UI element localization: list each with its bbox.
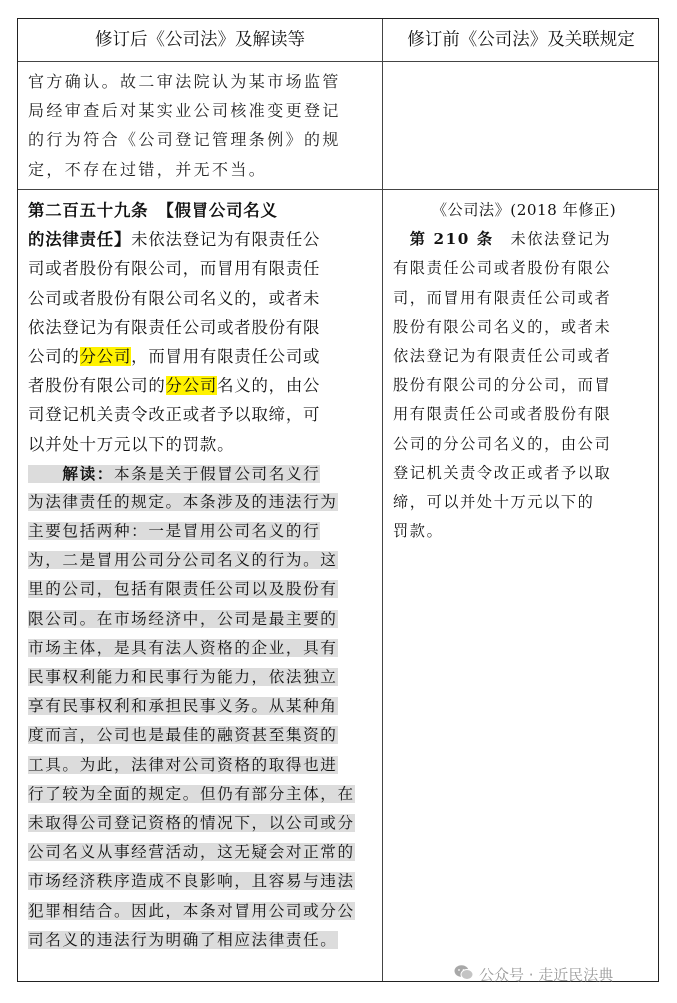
line-content xyxy=(28,756,338,774)
text-line xyxy=(393,371,655,400)
text-line xyxy=(28,575,374,604)
text-segment: ，而冒用有限责任公司或 xyxy=(131,346,321,366)
line-content xyxy=(28,551,338,569)
header-divider xyxy=(18,61,658,62)
text-segment: 依法登记为有限责任公司或者 xyxy=(393,346,612,365)
line-content xyxy=(393,435,611,453)
text-segment: 公司的分公司名义的，由公司 xyxy=(393,434,612,453)
line-content xyxy=(28,435,234,454)
line-content xyxy=(28,843,355,861)
line-content xyxy=(393,522,443,540)
line-content xyxy=(28,405,320,424)
header-revised-law: 修订后《公司法》及解读等 xyxy=(95,30,305,50)
text-line xyxy=(28,692,374,721)
text-line xyxy=(28,780,374,809)
text-line xyxy=(393,400,655,429)
interpretation-paragraph xyxy=(28,459,374,955)
text-segment: 缔，可以并处十万元以下的 xyxy=(393,492,595,511)
text-segment: 度而言，公司也是最佳的融资甚至集资的 xyxy=(28,726,338,745)
line-content xyxy=(28,201,278,220)
text-segment: 未依法登记为有限责任公 xyxy=(131,230,321,250)
text-segment: 股份有限公司的分公司，而冒 xyxy=(393,376,612,395)
text-line xyxy=(28,663,374,692)
text-segment: 工具。为此，法律对公司资格的取得也进 xyxy=(28,755,338,774)
text-segment: 股份有限公司名义的，或者未 xyxy=(393,317,612,336)
text-segment: 享有民事权利和承担民事义务。从某种角 xyxy=(28,697,338,716)
revised-article-cell xyxy=(28,196,374,955)
bold-text: 第 210 条 xyxy=(409,230,494,249)
text-line xyxy=(28,371,374,400)
text-line xyxy=(28,459,374,488)
bold-text: 第二百五十九条 【假冒公司名义 xyxy=(28,201,278,220)
text-segment: 行了较为全面的规定。但仍有部分主体，在 xyxy=(28,784,355,803)
line-content xyxy=(393,347,611,365)
continuation-line: 定，不存在过错，并无不当。 xyxy=(28,159,268,179)
text-line xyxy=(393,342,655,371)
text-segment: 为，二是冒用公司分公司名义的行为。这 xyxy=(28,551,338,570)
text-segment: 名义的，由公 xyxy=(217,376,321,396)
text-segment: 者股份有限公司的 xyxy=(28,376,166,396)
bold-text: 解读： xyxy=(28,463,114,483)
line-content xyxy=(28,726,338,744)
text-line xyxy=(28,809,374,838)
text-line xyxy=(393,254,655,283)
text-line xyxy=(28,313,374,342)
text-line xyxy=(393,459,655,488)
text-segment: 未依法登记为 xyxy=(493,230,612,249)
text-line xyxy=(28,751,374,780)
continuation-line: 局经审查后对某实业公司核准变更登记 xyxy=(28,101,341,121)
text-segment: 主要包括两种：一是冒用公司名义的行 xyxy=(28,522,321,541)
line-content xyxy=(28,522,320,540)
text-segment xyxy=(393,230,410,248)
text-segment: 限公司。在市场经济中，公司是最主要的 xyxy=(28,609,338,628)
text-line xyxy=(393,313,655,342)
previous-law-cell xyxy=(393,196,655,546)
line-content xyxy=(28,493,338,511)
text-segment: 公司名义从事经营活动，这无疑会对正常的 xyxy=(28,843,355,862)
text-segment: 市场经济秩序造成不良影响，且容易与违法 xyxy=(28,872,355,891)
line-content xyxy=(393,376,611,394)
continuation-line: 官方确认。故二审法院认为某市场监管 xyxy=(28,72,341,91)
line-content xyxy=(28,639,338,657)
text-segment: 司或者股份有限公司，而冒用有限责任 xyxy=(28,259,321,279)
related-law-title: 《公司法》(2018 年修正) xyxy=(431,201,617,219)
line-content xyxy=(393,259,611,277)
text-segment: 市场主体，是具有法人资格的企业，具有 xyxy=(28,638,338,657)
continuation-paragraph xyxy=(28,67,374,184)
text-line xyxy=(28,342,374,371)
line-content xyxy=(393,493,594,511)
line-content xyxy=(28,230,320,249)
text-line xyxy=(393,517,655,546)
text-line xyxy=(28,225,374,254)
article-210-text xyxy=(393,225,655,546)
watermark-text: 公众号 · 走近民法典 xyxy=(479,966,614,984)
text-line xyxy=(28,546,374,575)
line-content xyxy=(393,318,611,336)
text-line xyxy=(28,926,374,955)
text-segment: 司名义的违法行为明确了相应法律责任。 xyxy=(28,930,338,949)
text-line xyxy=(393,488,655,517)
line-content xyxy=(28,580,338,598)
article-259-text xyxy=(28,196,374,459)
text-segment: 以并处十万元以下的罚款。 xyxy=(28,434,235,454)
text-line xyxy=(28,517,374,546)
text-segment: 里的公司，包括有限责任公司以及股份有 xyxy=(28,580,338,599)
text-segment: 依法登记为有限责任公司或者股份有限 xyxy=(28,317,321,337)
highlighted-term: 分公司 xyxy=(165,376,218,396)
wechat-icon xyxy=(454,963,474,989)
header-previous-law: 修订前《公司法》及关联规定 xyxy=(407,30,635,50)
text-segment: 司登记机关责令改正或者予以取缔，可 xyxy=(28,405,321,425)
text-line xyxy=(28,400,374,429)
text-line xyxy=(28,838,374,867)
text-line xyxy=(393,225,655,254)
text-segment: 有限责任公司或者股份有限公 xyxy=(393,259,612,278)
highlighted-term: 分公司 xyxy=(79,346,132,366)
text-line xyxy=(28,721,374,750)
line-content xyxy=(393,289,611,307)
line-content xyxy=(393,230,611,248)
line-content xyxy=(393,405,611,423)
comparison-table xyxy=(17,18,659,982)
text-segment: 未取得公司登记资格的情况下，以公司或分 xyxy=(28,813,355,832)
text-line xyxy=(28,254,374,283)
text-line xyxy=(28,605,374,634)
text-segment: 司，而冒用有限责任公司或者 xyxy=(393,288,612,307)
line-content xyxy=(393,464,611,482)
column-divider xyxy=(382,19,383,981)
line-content xyxy=(28,814,355,832)
text-line xyxy=(393,430,655,459)
text-segment: 本条是关于假冒公司名义行 xyxy=(113,464,321,483)
text-segment: 公司或者股份有限公司名义的，或者未 xyxy=(28,288,321,308)
line-content xyxy=(28,668,338,686)
line-content xyxy=(28,785,355,803)
bold-text: 的法律责任】 xyxy=(28,230,132,250)
watermark xyxy=(454,962,613,988)
text-segment: 登记机关责令改正或者予以取 xyxy=(393,463,612,482)
continuation-line: 的行为符合《公司登记管理条例》的规 xyxy=(28,130,341,150)
text-segment: 罚款。 xyxy=(393,522,444,541)
text-line xyxy=(28,196,374,225)
text-segment: 用有限责任公司或者股份有限 xyxy=(393,405,612,424)
text-segment: 民事权利能力和民事行为能力，依法独立 xyxy=(28,668,338,686)
line-content xyxy=(28,872,355,890)
line-content xyxy=(28,376,320,395)
text-line xyxy=(28,897,374,926)
text-segment: 公司的 xyxy=(28,346,80,366)
line-content xyxy=(28,931,338,949)
line-content xyxy=(28,465,320,483)
text-line xyxy=(28,430,374,459)
text-line xyxy=(393,284,655,313)
line-content xyxy=(28,259,320,278)
text-line xyxy=(28,488,374,517)
text-line xyxy=(28,284,374,313)
text-segment: 犯罪相结合。因此，本条对冒用公司或分公 xyxy=(28,901,355,920)
line-content xyxy=(28,610,338,628)
line-content xyxy=(28,318,320,337)
text-line xyxy=(28,867,374,896)
line-content xyxy=(28,289,320,308)
row-divider xyxy=(18,189,658,190)
text-segment: 为法律责任的规定。本条涉及的违法行为 xyxy=(28,492,338,511)
line-content xyxy=(28,902,355,920)
line-content xyxy=(28,347,320,366)
line-content xyxy=(28,697,338,715)
text-line xyxy=(28,634,374,663)
